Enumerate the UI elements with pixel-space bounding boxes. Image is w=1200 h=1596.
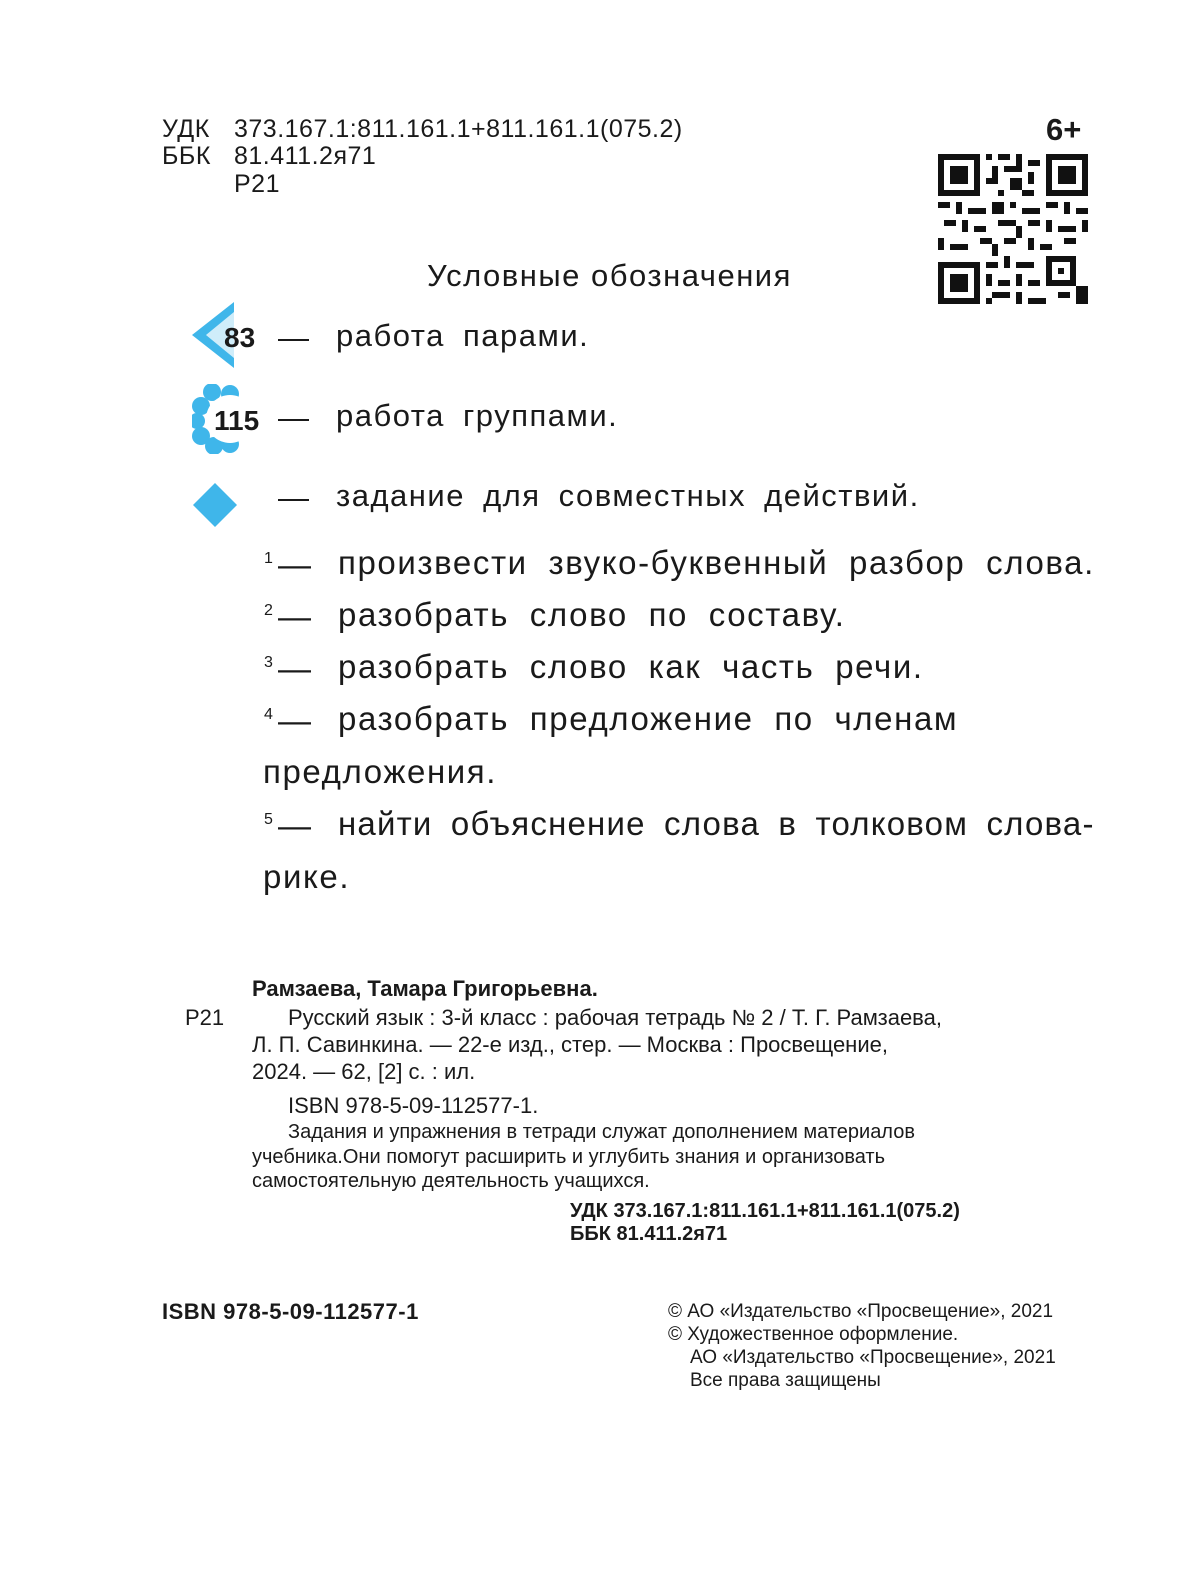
task-text: разобрать слово по составу.	[338, 596, 846, 633]
legend-dash: —	[278, 400, 309, 435]
bib-bbk: ББК 81.411.2я71	[570, 1223, 728, 1245]
legend-text-pairs: работа парами.	[336, 318, 590, 353]
task-number: 1	[264, 550, 273, 567]
bib-annotation-2: учебника.Они помогут расширить и углубить знания и организовать	[252, 1146, 886, 1168]
udk-label: УДК	[162, 115, 210, 143]
bib-line-1: Русский язык : 3-й класс : рабочая тетрадь № 2 / Т. Г. Рамзаева,	[288, 1005, 942, 1030]
bib-mark: Р21	[185, 1005, 225, 1030]
udk-row	[162, 115, 683, 143]
task-text: найти объяснение слова в толковом слова-	[338, 805, 1095, 842]
task-text-continuation: предложения.	[263, 753, 498, 790]
udk-value: 373.167.1:811.161.1+811.161.1(075.2)	[234, 115, 683, 143]
bbk-label: ББК	[162, 142, 211, 170]
bib-annotation-1: Задания и упражнения в тетради служат дополнением материалов	[288, 1121, 915, 1143]
legend-dash: —	[278, 320, 309, 355]
bib-line-3: 2024. — 62, [2] с. : ил.	[252, 1059, 476, 1084]
legend-text-joint: задание для совместных действий.	[336, 478, 920, 513]
copyright-design: © Художественное оформление.	[668, 1324, 959, 1345]
legend-text-groups: работа группами.	[336, 398, 619, 433]
blue-diamond-icon	[193, 483, 237, 527]
bib-line-2: Л. П. Савинкина. — 22-е изд., стер. — Москва : Просвещение,	[252, 1032, 888, 1057]
bib-annotation-3: самостоятельную деятельность учащихся.	[252, 1170, 650, 1192]
task-text: разобрать предложение по членам	[338, 700, 959, 737]
rights-reserved: Все права защищены	[690, 1370, 881, 1391]
task-dash: —	[278, 807, 311, 844]
bib-author: Рамзаева, Тамара Григорьевна.	[252, 976, 598, 1001]
author-mark-row	[162, 170, 280, 198]
copyright-design-owner: АО «Издательство «Просвещение», 2021	[690, 1347, 1056, 1368]
task-dash: —	[278, 598, 311, 635]
legend-dash: —	[278, 480, 309, 515]
bib-udk: УДК 373.167.1:811.161.1+811.161.1(075.2)	[570, 1200, 960, 1222]
task-number: 3	[264, 654, 273, 671]
task-dash: —	[278, 702, 311, 739]
task-dash: —	[278, 650, 311, 687]
author-mark: Р21	[234, 170, 280, 198]
age-rating: 6+	[1046, 112, 1082, 147]
task-number: 2	[264, 602, 273, 619]
copyright-publisher: © АО «Издательство «Просвещение», 2021	[668, 1301, 1054, 1322]
task-text: произвести звуко-буквенный разбор слова.	[338, 544, 1095, 581]
group-work-number: 115	[214, 405, 260, 436]
footer-isbn: ISBN 978-5-09-112577-1	[162, 1299, 419, 1324]
task-text-continuation: рике.	[263, 858, 351, 895]
pair-work-number: 83	[224, 322, 256, 353]
qr-code-icon	[938, 154, 1088, 304]
task-number: 5	[264, 811, 273, 828]
task-text: разобрать слово как часть речи.	[338, 648, 924, 685]
bib-isbn: ISBN 978-5-09-112577-1.	[288, 1093, 539, 1118]
task-number: 4	[264, 706, 273, 723]
task-dash: —	[278, 546, 311, 583]
bbk-value: 81.411.2я71	[234, 142, 377, 170]
bbk-row	[162, 142, 376, 170]
legend-title: Условные обозначения	[427, 258, 792, 293]
